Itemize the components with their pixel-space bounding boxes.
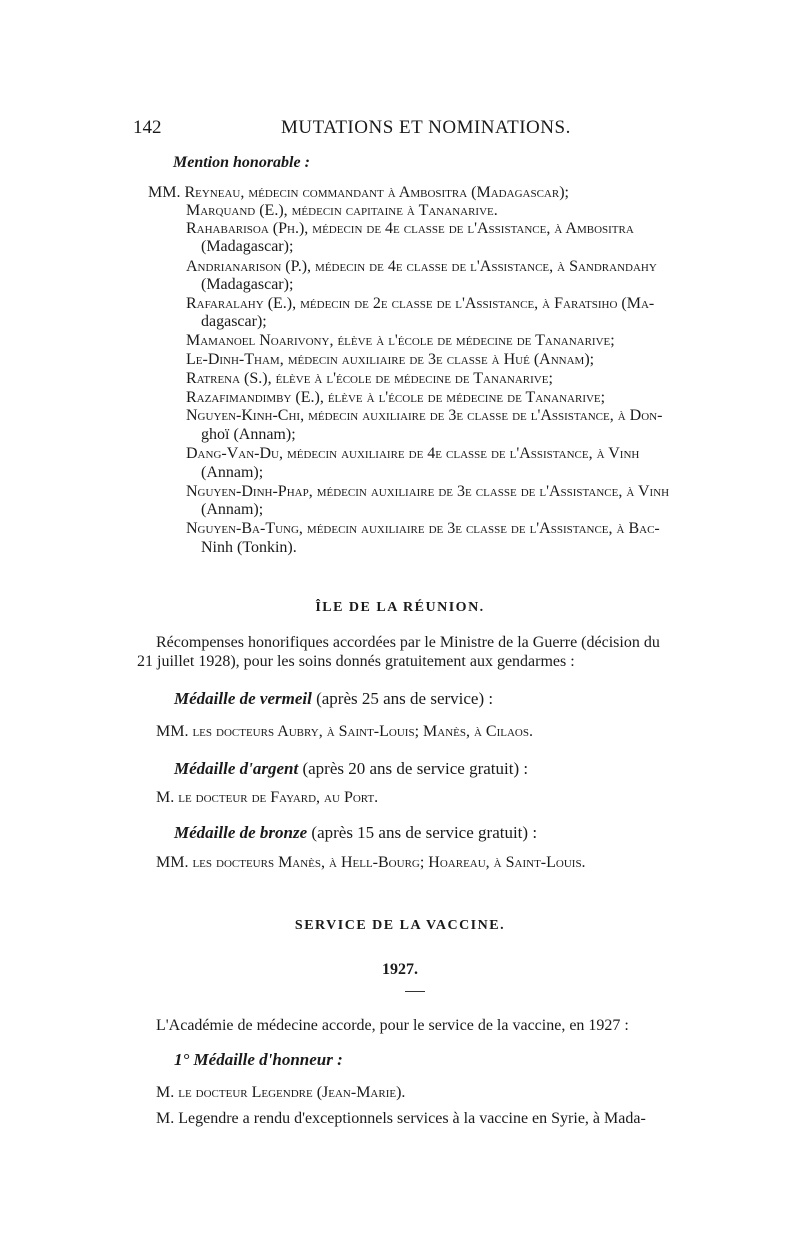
mention-heading: Mention honorable : [173,154,310,171]
page-number: 142 [133,117,162,138]
mention-entry-cont: (Annam); [201,464,264,481]
running-title: MUTATIONS ET NOMINATIONS. [281,117,571,138]
body-text-line: M. Legendre a rendu d'exceptionnels services à la vaccine en Syrie, à Mada- [156,1110,646,1127]
mention-entry-cont: (Annam); [201,501,264,518]
vermeil-condition: (après 25 ans de service) : [316,689,494,708]
mention-entry: MM. Reyneau, médecin commandant à Ambositra (Madagascar); [148,184,569,201]
mention-entry: Marquand (E.), médecin capitaine à Tananarive. [186,202,498,219]
mention-entry: Dang-Van-Du, médecin auxiliaire de 4e classe de l'Assistance, à Vinh [186,445,640,462]
mention-entry-cont: ghoï (Annam); [201,426,296,443]
argent-condition: (après 20 ans de service gratuit) : [302,759,529,778]
vaccine-intro: L'Académie de médecine accorde, pour le service de la vaccine, en 1927 : [156,1017,629,1034]
mention-entry: Nguyen-Kinh-Chi, médecin auxiliaire de 3e classe de l'Assistance, à Don- [186,407,663,424]
mention-entry-cont: (Madagascar); [201,238,294,255]
honneur-recipient: M. le docteur Legendre (Jean-Marie). [156,1084,406,1101]
mention-entry: Rafaralahy (E.), médecin de 2e classe de l'Assistance, à Faratsiho (Ma- [186,295,655,312]
vermeil-medal-line [174,689,493,709]
reunion-intro: Récompenses honorifiques accordées par le Ministre de la Guerre (décision du [156,634,660,651]
mention-entry: Rahabarisoa (Ph.), médecin de 4e classe de l'Assistance, à Ambositra [186,220,634,237]
bronze-recipients: MM. les docteurs Manès, à Hell-Bourg; Hoareau, à Saint-Louis. [156,854,586,871]
bronze-medal-line [174,823,537,843]
bronze-condition: (après 15 ans de service gratuit) : [311,823,538,842]
reunion-heading: ÎLE DE LA RÉUNION. [315,600,485,615]
vaccine-year: 1927. [382,961,418,978]
mention-entry: Ratrena (S.), élève à l'école de médecine de Tananarive; [186,370,553,387]
vermeil-recipients: MM. les docteurs Aubry, à Saint-Louis; Manès, à Cilaos. [156,723,533,740]
mention-entry-cont: (Madagascar); [201,276,294,293]
vaccine-heading: SERVICE DE LA VACCINE. [294,918,506,933]
mention-entry: Razafimandimby (E.), élève à l'école de médecine de Tananarive; [186,389,606,406]
mention-entry: Le-Dinh-Tham, médecin auxiliaire de 3e classe à Hué (Annam); [186,351,595,368]
honneur-title: 1° Médaille d'honneur : [174,1050,343,1069]
mention-entry-cont: Ninh (Tonkin). [201,539,297,556]
argent-recipients: M. le docteur de Fayard, au Port. [156,789,379,806]
bronze-title: Médaille de bronze [174,823,308,842]
mention-entry: Nguyen-Ba-Tung, médecin auxiliaire de 3e classe de l'Assistance, à Bac- [186,520,660,537]
argent-title: Médaille d'argent [174,759,299,778]
separator-rule [405,991,425,992]
vermeil-title: Médaille de vermeil [174,689,312,708]
mention-entry-cont: dagascar); [201,313,267,330]
mention-entry: Mamanoel Noarivony, élève à l'école de médecine de Tananarive; [186,332,615,349]
mention-entry: Nguyen-Dinh-Phap, médecin auxiliaire de 3e classe de l'Assistance, à Vinh [186,483,670,500]
argent-medal-line [174,759,528,779]
mention-entry: Andrianarison (P.), médecin de 4e classe de l'Assistance, à Sandrandahy [186,258,657,275]
reunion-intro: 21 juillet 1928), pour les soins donnés gratuitement aux gendarmes : [137,653,575,670]
